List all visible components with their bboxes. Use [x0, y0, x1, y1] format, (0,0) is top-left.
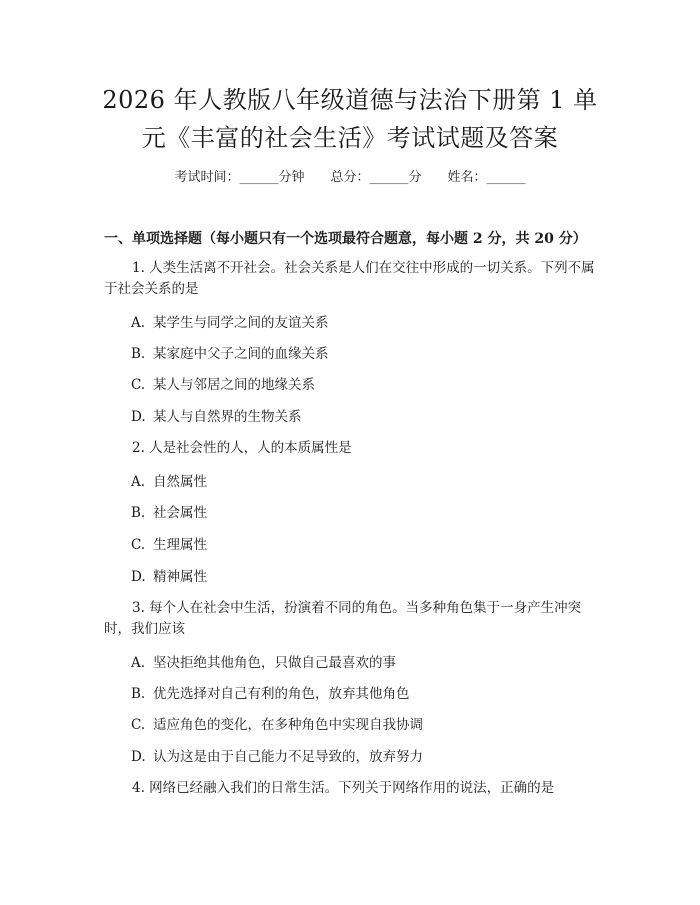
- option-text: 认为这是由于自己能力不足导致的，放弃努力: [153, 749, 423, 765]
- question-3-option-b: [131, 684, 410, 704]
- exam-meta-info: 考试时间：______分钟 总分：______分 姓名：______: [174, 170, 526, 185]
- option-letter: A.: [131, 655, 146, 671]
- question-3-option-a: [131, 653, 396, 673]
- question-2-option-a: [131, 472, 207, 492]
- document-title-line-2: 元《丰富的社会生活》考试试题及答案: [141, 124, 559, 152]
- option-text: 某家庭中父子之间的血缘关系: [153, 346, 329, 362]
- option-letter: C.: [131, 717, 146, 733]
- question-3-option-d: [131, 747, 423, 767]
- option-letter: A.: [131, 474, 146, 490]
- option-text: 适应角色的变化，在多种角色中实现自我协调: [153, 717, 423, 733]
- question-2-option-c: [131, 535, 207, 555]
- question-3-stem: 3. 每个人在社会中生活，扮演着不同的角色。当多种角色集于一身产生冲突时，我们应该: [104, 600, 582, 637]
- option-text: 某人与自然界的生物关系: [153, 409, 302, 425]
- option-text: 社会属性: [153, 505, 207, 521]
- option-letter: B.: [131, 505, 146, 521]
- document-title-line-1: 2026 年人教版八年级道德与法治下册第 1 单: [102, 86, 598, 114]
- option-text: 某人与邻居之间的地缘关系: [153, 377, 315, 393]
- option-text: 生理属性: [153, 537, 207, 553]
- option-text: 坚决拒绝其他角色，只做自己最喜欢的事: [153, 655, 396, 671]
- option-letter: B.: [131, 346, 146, 362]
- option-text: 精神属性: [153, 569, 207, 585]
- option-text: 某学生与同学之间的友谊关系: [153, 315, 329, 331]
- option-text: 自然属性: [153, 474, 207, 490]
- question-1-option-c: [131, 375, 315, 395]
- question-2-stem: 2. 人是社会性的人，人的本质属性是: [132, 440, 352, 456]
- question-1-option-a: [131, 313, 329, 333]
- question-1-option-b: [131, 344, 329, 364]
- option-letter: A.: [131, 315, 146, 331]
- option-letter: C.: [131, 377, 146, 393]
- option-letter: C.: [131, 537, 146, 553]
- option-text: 优先选择对自己有利的角色，放弃其他角色: [153, 686, 410, 702]
- section-heading: 一、单项选择题（每小题只有一个选项最符合题意，每小题 2 分，共 20 分）: [104, 231, 587, 247]
- question-1-stem: 1. 人类生活离不开社会。社会关系是人们在交往中形成的一切关系。下列不属于社会关系的是: [104, 260, 595, 297]
- question-2-option-b: [131, 503, 207, 523]
- question-1-option-d: [131, 407, 302, 427]
- question-2-option-d: [131, 567, 207, 587]
- option-letter: D.: [131, 749, 146, 765]
- option-letter: D.: [131, 569, 146, 585]
- question-3-option-c: [131, 715, 423, 735]
- question-4-stem: 4. 网络已经融入我们的日常生活。下列关于网络作用的说法，正确的是: [132, 780, 555, 796]
- option-letter: D.: [131, 409, 146, 425]
- option-letter: B.: [131, 686, 146, 702]
